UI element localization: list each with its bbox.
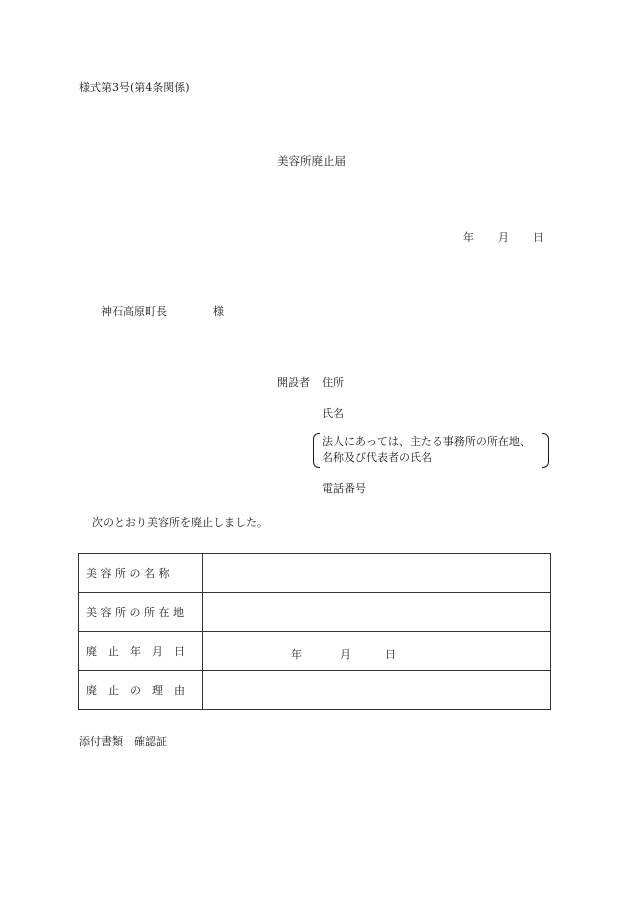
year-label: 年 bbox=[463, 231, 474, 244]
salon-location-field[interactable] bbox=[203, 593, 551, 632]
table-row bbox=[79, 671, 551, 710]
closure-reason-field[interactable] bbox=[203, 671, 551, 710]
phone-label: 電話番号 bbox=[322, 482, 366, 495]
attachments: 添付書類 確認証 bbox=[79, 735, 167, 748]
form-number: 様式第3号(第4条関係) bbox=[79, 81, 190, 94]
document-title: 美容所廃止届 bbox=[277, 154, 346, 168]
salon-name-label: 美 容 所 の 名 称 bbox=[79, 554, 203, 593]
right-bracket bbox=[542, 433, 549, 468]
closure-year-label: 年 bbox=[291, 648, 302, 661]
closure-date-field[interactable] bbox=[203, 632, 551, 671]
applicant-label: 開設者 bbox=[277, 376, 310, 389]
corporate-note bbox=[313, 433, 549, 466]
closure-reason-label: 廃 止 の 理 由 bbox=[79, 671, 203, 710]
salon-location-label: 美 容 所 の 所 在 地 bbox=[79, 593, 203, 632]
submission-date bbox=[463, 232, 544, 243]
left-bracket bbox=[313, 433, 320, 468]
closure-day-label: 日 bbox=[385, 648, 396, 661]
addressee-honorific: 様 bbox=[213, 305, 224, 318]
month-label: 月 bbox=[498, 231, 509, 244]
name-label: 氏名 bbox=[322, 407, 344, 420]
table-row bbox=[79, 593, 551, 632]
addressee bbox=[101, 306, 224, 317]
closure-details-table bbox=[78, 553, 551, 710]
addressee-name: 神石高原町長 bbox=[101, 305, 167, 318]
table-row bbox=[79, 554, 551, 593]
address-label: 住所 bbox=[322, 376, 344, 389]
closure-date-label: 廃 止 年 月 日 bbox=[79, 632, 203, 671]
salon-name-field[interactable] bbox=[203, 554, 551, 593]
table-row bbox=[79, 632, 551, 671]
notice-text: 次のとおり美容所を廃止しました。 bbox=[92, 516, 268, 529]
corporate-note-line2: 名称及び代表者の氏名 bbox=[322, 451, 432, 464]
day-label: 日 bbox=[533, 231, 544, 244]
closure-month-label: 月 bbox=[340, 648, 351, 661]
corporate-note-line1: 法人にあっては、主たる事務所の所在地、 bbox=[322, 435, 531, 448]
